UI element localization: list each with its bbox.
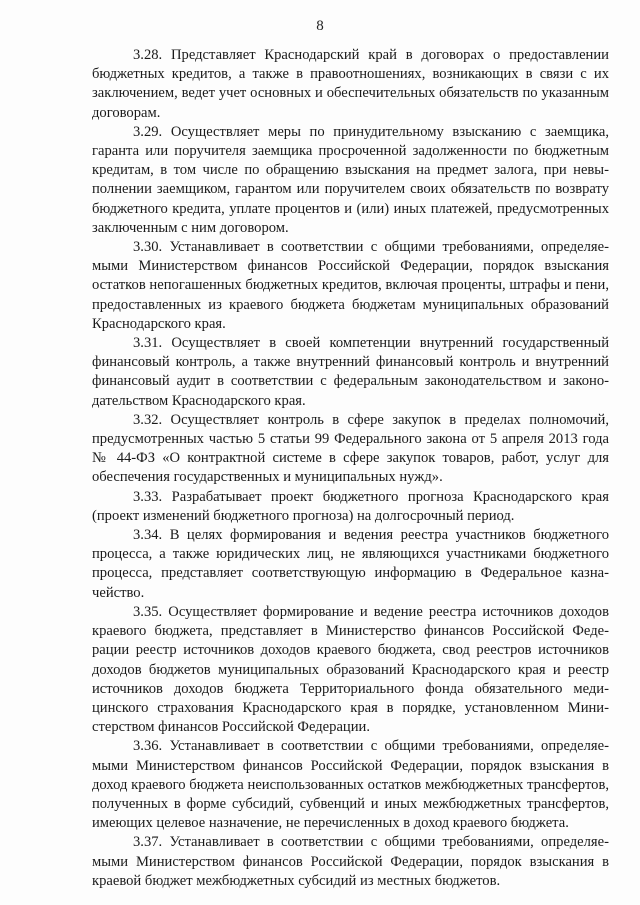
clause-3-37: 3.37. Устанавливает в соответствии с общими требованиями, определяемыми Министерством финансов Российской Федерации, порядок взыскания в краевой бюджет межбюджетных субсидий из местных бюджетов. bbox=[92, 834, 609, 889]
clause-3-34: 3.34. В целях формирования и ведения реестра участников бюджетного процесса, а также юридических лиц, не являющихся участниками бюджетного процесса, представляет соответствующую информацию в Федеральное казначейство. bbox=[92, 527, 609, 601]
document-body bbox=[92, 46, 609, 891]
clause-3-32: 3.32. Осуществляет контроль в сфере закупок в пределах полномочий, предусмотренных частью 5 статьи 99 Федерального закона от 5 апреля 2013 года № 44-ФЗ «О контрактной системе в сфере закупок товаров, работ, услуг для обеспечения государственных и муниципальных нужд». bbox=[92, 411, 609, 486]
page-number: 8 bbox=[316, 18, 324, 34]
clause-3-35: 3.35. Осуществляет формирование и ведение реестра источников доходов краевого бюджета, представляет в Министерство финансов Российской Федерации реестр источников доходов краевого бюджета, свод реестров источников доходов бюджетов муниципальных образований Краснодарского края и реестр источников доходов бюджета Территориального фонда обязательного медицинского страхования Краснодарского края в порядке, установленном Министерством финансов Российской Федерации. bbox=[92, 603, 609, 736]
clause-3-28: 3.28. Представляет Краснодарский край в договорах о предоставлении бюджетных кредитов, а также в правоотношениях, возникающих в связи с их заключением, ведет учет основных и обеспечительных обязательств по указанным договорам. bbox=[92, 47, 609, 121]
clause-3-36: 3.36. Устанавливает в соответствии с общими требованиями, определяемыми Министерством финансов Российской Федерации, порядок взыскания в доход краевого бюджета неиспользованных остатков межбюджетных трансфертов, полученных в форме субсидий, субвенций и иных межбюджетных трансфертов, имеющих целевое назначение, не перечисленных в доход краевого бюджета. bbox=[92, 738, 609, 832]
clause-3-33: 3.33. Разрабатывает проект бюджетного прогноза Краснодарского края (проект изменений бюджетного прогноза) на долгосрочный период. bbox=[92, 488, 609, 524]
clause-3-29: 3.29. Осуществляет меры по принудительному взысканию с заемщика, гаранта или поручителя заемщика просроченной задолженности по бюджетным кредитам, в том числе по обращению взыскания на предмет залога, при невыполнении заемщиком, гарантом или поручителем своих обязательств по возврату бюджетного кредита, уплате процентов и (или) иных платежей, предусмотренных заключенным с ним договором. bbox=[92, 123, 609, 236]
clause-3-30: 3.30. Устанавливает в соответствии с общими требованиями, определяемыми Министерством финансов Российской Федерации, порядок взыскания остатков непогашенных бюджетных кредитов, включая проценты, штрафы и пени, предоставленных из краевого бюджета бюджетам муниципальных образований Краснодарского края. bbox=[92, 239, 609, 332]
clause-3-31: 3.31. Осуществляет в своей компетенции внутренний государственный финансовый контроль, а также внутренний финансовый контроль и внутренний финансовый аудит в соответствии с федеральным законодательством и законодательством Краснодарского края. bbox=[92, 335, 609, 409]
